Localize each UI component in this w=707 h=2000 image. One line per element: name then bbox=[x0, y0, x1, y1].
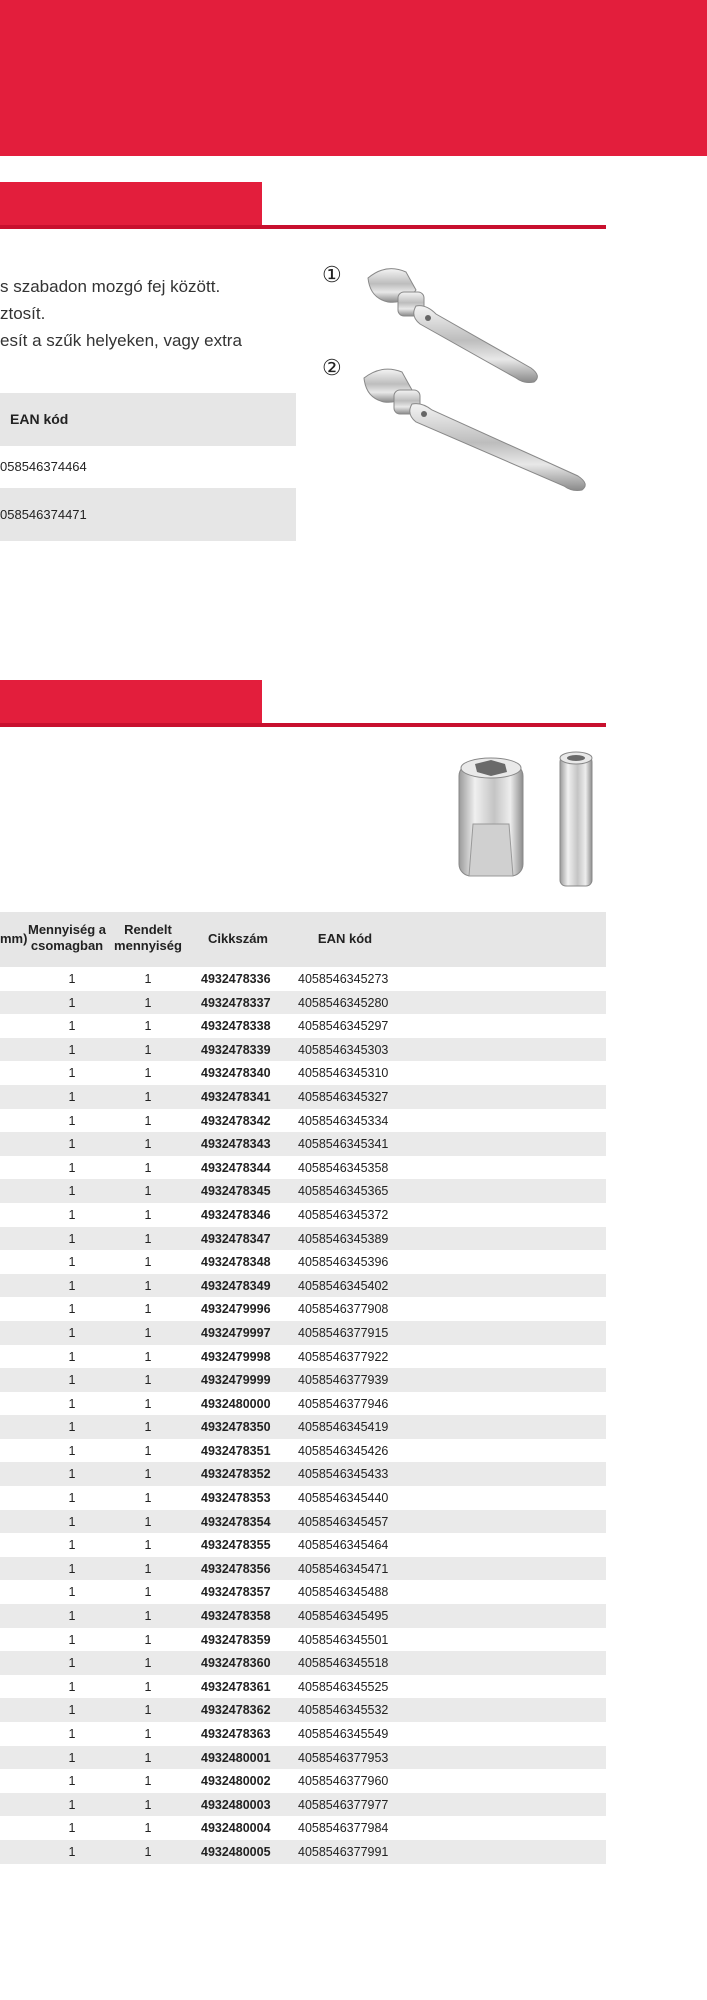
qty-pack-header: Mennyiség a csomagban bbox=[27, 922, 107, 953]
table-row bbox=[0, 1793, 606, 1817]
order-qty-cell: 1 bbox=[144, 972, 152, 986]
qty-pack-cell: 1 bbox=[68, 1797, 76, 1812]
article-number-cell: 4932478337 bbox=[201, 995, 271, 1010]
ean-header: EAN kód bbox=[317, 931, 373, 946]
table-row bbox=[0, 1533, 606, 1557]
qty-pack-cell: 1 bbox=[68, 1373, 76, 1388]
figure-label-1: ① bbox=[322, 262, 342, 287]
description-line: esít a szűk helyeken, vagy extra bbox=[0, 331, 242, 350]
table-row bbox=[0, 1156, 606, 1180]
figure-label-2: ② bbox=[322, 355, 342, 380]
order-qty-cell: 1 bbox=[144, 1019, 152, 1034]
qty-pack-cell: 1 bbox=[68, 1066, 76, 1081]
section-1-tab bbox=[0, 182, 262, 225]
order-qty-cell: 1 bbox=[144, 1797, 152, 1812]
ean-cell: 4058546377953 bbox=[298, 1750, 389, 1765]
order-qty-cell: 1 bbox=[144, 995, 152, 1010]
order-qty-cell: 1 bbox=[144, 1585, 152, 1600]
order-qty-cell: 1 bbox=[144, 1703, 152, 1718]
table-row bbox=[0, 1698, 606, 1722]
order-qty-cell: 1 bbox=[144, 1750, 152, 1765]
ean-cell: 4058546345518 bbox=[298, 1656, 389, 1671]
socket-table bbox=[0, 912, 606, 1864]
qty-pack-cell: 1 bbox=[68, 1278, 76, 1293]
table-row bbox=[0, 1651, 606, 1675]
qty-pack-cell: 1 bbox=[68, 1585, 76, 1600]
qty-pack-cell: 1 bbox=[68, 1774, 76, 1789]
ean-cell: 4058546345488 bbox=[298, 1585, 389, 1600]
table-row bbox=[0, 1628, 606, 1652]
order-qty-cell: 1 bbox=[144, 1656, 152, 1671]
order-qty-cell: 1 bbox=[144, 1160, 152, 1175]
qty-pack-cell: 1 bbox=[68, 1113, 76, 1128]
order-qty-cell: 1 bbox=[144, 1137, 152, 1152]
table-row bbox=[0, 1014, 606, 1038]
order-qty-cell: 1 bbox=[144, 1561, 152, 1576]
order-qty-cell: 1 bbox=[144, 1774, 152, 1789]
qty-pack-cell: 1 bbox=[68, 1844, 76, 1859]
qty-pack-cell: 1 bbox=[68, 1420, 76, 1435]
qty-pack-cell: 1 bbox=[68, 1821, 76, 1836]
ean-cell: 4058546377984 bbox=[298, 1821, 389, 1836]
order-qty-cell: 1 bbox=[144, 1467, 152, 1482]
article-number-cell: 4932480004 bbox=[201, 1821, 271, 1836]
order-qty-cell: 1 bbox=[144, 1420, 152, 1435]
ean-cell: 4058546377991 bbox=[298, 1844, 389, 1859]
ean-cell: 4058546377939 bbox=[298, 1373, 389, 1388]
qty-pack-cell: 1 bbox=[68, 1727, 76, 1741]
order-qty-cell: 1 bbox=[144, 1184, 152, 1199]
article-number-cell: 4932478347 bbox=[201, 1231, 271, 1246]
table-row bbox=[0, 1462, 606, 1486]
table-row bbox=[0, 1510, 606, 1534]
table-row bbox=[0, 1227, 606, 1251]
qty-pack-cell: 1 bbox=[68, 1019, 76, 1034]
ean-cell: 058546374464 bbox=[0, 459, 87, 474]
qty-pack-cell: 1 bbox=[68, 1561, 76, 1576]
order-qty-cell: 1 bbox=[144, 1325, 152, 1340]
table-row bbox=[0, 1132, 606, 1156]
table-row bbox=[0, 1769, 606, 1793]
ean-cell: 4058546345464 bbox=[298, 1538, 389, 1553]
article-number-cell: 4932478349 bbox=[201, 1278, 271, 1293]
qty-pack-cell: 1 bbox=[68, 1160, 76, 1175]
ean-cell: 4058546345525 bbox=[298, 1679, 389, 1694]
ean-cell: 4058546345310 bbox=[298, 1066, 389, 1081]
ean-cell: 4058546377915 bbox=[298, 1325, 389, 1340]
order-qty-cell: 1 bbox=[144, 1514, 152, 1529]
qty-pack-cell: 1 bbox=[68, 1089, 76, 1104]
qty-pack-cell: 1 bbox=[68, 1137, 76, 1152]
qty-pack-cell: 1 bbox=[68, 1514, 76, 1529]
qty-pack-cell: 1 bbox=[68, 1656, 76, 1671]
top-brand-band bbox=[0, 0, 707, 156]
order-qty-cell: 1 bbox=[144, 1632, 152, 1647]
table-body bbox=[0, 967, 606, 1864]
table-row bbox=[0, 1321, 606, 1345]
ean-cell: 4058546345419 bbox=[298, 1420, 389, 1435]
table-row bbox=[0, 1840, 606, 1864]
deep-socket-image bbox=[556, 748, 596, 890]
table-row bbox=[0, 1061, 606, 1085]
article-number-cell: 4932478355 bbox=[201, 1538, 271, 1553]
description-line: s szabadon mozgó fej között. bbox=[0, 277, 221, 296]
ean-cell: 4058546345303 bbox=[298, 1042, 389, 1057]
table-row bbox=[0, 1085, 606, 1109]
qty-pack-cell: 1 bbox=[68, 1679, 76, 1694]
description-line: ztosít. bbox=[0, 304, 46, 323]
section-2-rule bbox=[0, 723, 606, 727]
table-row bbox=[0, 1109, 606, 1133]
table-row bbox=[0, 1368, 606, 1392]
table-header bbox=[0, 912, 606, 967]
order-qty-cell: 1 bbox=[144, 1113, 152, 1128]
order-qty-cell: 1 bbox=[144, 1042, 152, 1057]
order-qty-cell: 1 bbox=[144, 1066, 152, 1081]
table-row bbox=[0, 1580, 606, 1604]
order-qty-cell: 1 bbox=[144, 1609, 152, 1624]
order-qty-cell: 1 bbox=[144, 1302, 152, 1317]
table-row bbox=[0, 1439, 606, 1463]
table-row bbox=[0, 1816, 606, 1840]
ean-cell: 4058546345365 bbox=[298, 1184, 389, 1199]
article-number-cell: 4932480001 bbox=[201, 1750, 271, 1765]
qty-pack-cell: 1 bbox=[68, 1609, 76, 1624]
article-number-cell: 4932479998 bbox=[201, 1349, 271, 1364]
table-row bbox=[0, 1604, 606, 1628]
ratchet-table bbox=[0, 393, 296, 541]
table-row bbox=[0, 1415, 606, 1439]
order-qty-cell: 1 bbox=[144, 1207, 152, 1222]
table-row bbox=[0, 1486, 606, 1510]
ean-cell: 4058546345372 bbox=[298, 1207, 389, 1222]
article-number-cell: 4932480003 bbox=[201, 1797, 271, 1812]
article-number-cell: 4932478363 bbox=[201, 1727, 271, 1741]
qty-pack-cell: 1 bbox=[68, 1396, 76, 1411]
order-qty-cell: 1 bbox=[144, 1844, 152, 1859]
article-number-cell: 4932478338 bbox=[201, 1019, 271, 1034]
qty-pack-cell: 1 bbox=[68, 1632, 76, 1647]
section-2-tab bbox=[0, 680, 262, 723]
ean-cell: 4058546345532 bbox=[298, 1703, 389, 1718]
table-row bbox=[0, 1203, 606, 1227]
article-number-cell: 4932478340 bbox=[201, 1066, 271, 1081]
qty-pack-cell: 1 bbox=[68, 1302, 76, 1317]
ean-cell: 4058546345426 bbox=[298, 1443, 389, 1458]
table-row bbox=[0, 1345, 606, 1369]
order-qty-cell: 1 bbox=[144, 1089, 152, 1104]
article-header: Cikkszám bbox=[208, 931, 268, 946]
table-row bbox=[0, 1297, 606, 1321]
article-number-cell: 4932478362 bbox=[201, 1703, 271, 1718]
qty-pack-cell: 1 bbox=[68, 1750, 76, 1765]
ean-cell: 4058546345471 bbox=[298, 1561, 389, 1576]
article-number-cell: 4932478339 bbox=[201, 1042, 271, 1057]
section-1-rule bbox=[0, 225, 606, 229]
ean-cell: 4058546345280 bbox=[298, 995, 389, 1010]
order-qty-cell: 1 bbox=[144, 1396, 152, 1411]
article-number-cell: 4932478345 bbox=[201, 1184, 271, 1199]
ean-cell: 4058546345334 bbox=[298, 1113, 389, 1128]
ean-cell: 4058546345341 bbox=[298, 1137, 389, 1152]
article-number-cell: 4932479996 bbox=[201, 1302, 271, 1317]
article-number-cell: 4932478342 bbox=[201, 1113, 271, 1128]
article-number-cell: 4932478356 bbox=[201, 1561, 271, 1576]
size-header-partial: mm) bbox=[0, 931, 28, 946]
long-ratchet-image bbox=[356, 358, 596, 498]
ean-cell: 4058546377946 bbox=[298, 1396, 389, 1411]
ean-cell: 4058546345433 bbox=[298, 1467, 389, 1482]
article-number-cell: 4932478348 bbox=[201, 1255, 271, 1270]
table-row bbox=[0, 1392, 606, 1416]
article-number-cell: 4932478346 bbox=[201, 1207, 271, 1222]
ean-cell: 4058546345495 bbox=[298, 1609, 389, 1624]
article-number-cell: 4932478341 bbox=[201, 1089, 271, 1104]
table-row bbox=[0, 1722, 606, 1746]
order-qty-cell: 1 bbox=[144, 1727, 152, 1741]
ean-cell: 4058546345457 bbox=[298, 1514, 389, 1529]
qty-pack-cell: 1 bbox=[68, 1538, 76, 1553]
article-number-cell: 4932478336 bbox=[201, 972, 271, 986]
article-number-cell: 4932478360 bbox=[201, 1656, 271, 1671]
article-number-cell: 4932478350 bbox=[201, 1420, 271, 1435]
order-qty-cell: 1 bbox=[144, 1373, 152, 1388]
qty-pack-cell: 1 bbox=[68, 972, 76, 986]
table-row bbox=[0, 1557, 606, 1581]
ean-cell: 4058546345396 bbox=[298, 1255, 389, 1270]
qty-pack-cell: 1 bbox=[68, 1042, 76, 1057]
article-number-cell: 4932479997 bbox=[201, 1325, 271, 1340]
ean-cell: 4058546345273 bbox=[298, 972, 389, 986]
article-number-cell: 4932480002 bbox=[201, 1774, 271, 1789]
article-number-cell: 4932478353 bbox=[201, 1491, 271, 1506]
table-row bbox=[0, 1250, 606, 1274]
qty-pack-cell: 1 bbox=[68, 1325, 76, 1340]
product-description bbox=[0, 273, 300, 354]
qty-pack-cell: 1 bbox=[68, 1231, 76, 1246]
ean-cell: 4058546345501 bbox=[298, 1632, 389, 1647]
ean-cell: 4058546377960 bbox=[298, 1774, 389, 1789]
table-row bbox=[0, 1746, 606, 1770]
article-number-cell: 4932479999 bbox=[201, 1373, 271, 1388]
table-row bbox=[0, 1675, 606, 1699]
ean-header: EAN kód bbox=[10, 411, 69, 427]
order-qty-cell: 1 bbox=[144, 1278, 152, 1293]
qty-pack-cell: 1 bbox=[68, 995, 76, 1010]
short-socket-image bbox=[455, 754, 527, 884]
qty-pack-cell: 1 bbox=[68, 1443, 76, 1458]
article-number-cell: 4932480000 bbox=[201, 1396, 271, 1411]
qty-pack-cell: 1 bbox=[68, 1255, 76, 1270]
order-qty-cell: 1 bbox=[144, 1443, 152, 1458]
order-qty-cell: 1 bbox=[144, 1349, 152, 1364]
qty-pack-cell: 1 bbox=[68, 1467, 76, 1482]
order-qty-header: Rendelt mennyiség bbox=[114, 922, 182, 953]
article-number-cell: 4932478351 bbox=[201, 1443, 271, 1458]
article-number-cell: 4932478343 bbox=[201, 1137, 271, 1152]
article-number-cell: 4932478359 bbox=[201, 1632, 271, 1647]
table-row bbox=[0, 991, 606, 1015]
qty-pack-cell: 1 bbox=[68, 1491, 76, 1506]
order-qty-cell: 1 bbox=[144, 1491, 152, 1506]
order-qty-cell: 1 bbox=[144, 1538, 152, 1553]
ean-cell: 058546374471 bbox=[0, 507, 87, 522]
table-row bbox=[0, 488, 296, 541]
article-number-cell: 4932478357 bbox=[201, 1585, 271, 1600]
article-number-cell: 4932478344 bbox=[201, 1160, 271, 1175]
table-row bbox=[0, 967, 606, 991]
ean-cell: 4058546377922 bbox=[298, 1349, 389, 1364]
ean-cell: 4058546345402 bbox=[298, 1278, 389, 1293]
qty-pack-cell: 1 bbox=[68, 1184, 76, 1199]
ean-cell: 4058546377908 bbox=[298, 1302, 389, 1317]
ean-cell: 4058546345297 bbox=[298, 1019, 389, 1034]
ean-cell: 4058546345440 bbox=[298, 1491, 389, 1506]
article-number-cell: 4932478358 bbox=[201, 1609, 271, 1624]
table-row bbox=[0, 446, 296, 488]
article-number-cell: 4932478354 bbox=[201, 1514, 271, 1529]
ean-cell: 4058546345358 bbox=[298, 1160, 389, 1175]
table-row bbox=[0, 1274, 606, 1298]
qty-pack-cell: 1 bbox=[68, 1703, 76, 1718]
qty-pack-cell: 1 bbox=[68, 1349, 76, 1364]
table-header bbox=[0, 393, 296, 446]
table-row bbox=[0, 1179, 606, 1203]
table-row bbox=[0, 1038, 606, 1062]
article-number-cell: 4932478361 bbox=[201, 1679, 271, 1694]
order-qty-cell: 1 bbox=[144, 1679, 152, 1694]
order-qty-cell: 1 bbox=[144, 1255, 152, 1270]
article-number-cell: 4932480005 bbox=[201, 1844, 271, 1859]
ean-cell: 4058546377977 bbox=[298, 1797, 389, 1812]
article-number-cell: 4932478352 bbox=[201, 1467, 271, 1482]
ean-cell: 4058546345327 bbox=[298, 1089, 389, 1104]
ean-cell: 4058546345389 bbox=[298, 1231, 389, 1246]
qty-pack-cell: 1 bbox=[68, 1207, 76, 1222]
ean-cell: 4058546345549 bbox=[298, 1727, 389, 1741]
order-qty-cell: 1 bbox=[144, 1231, 152, 1246]
order-qty-cell: 1 bbox=[144, 1821, 152, 1836]
